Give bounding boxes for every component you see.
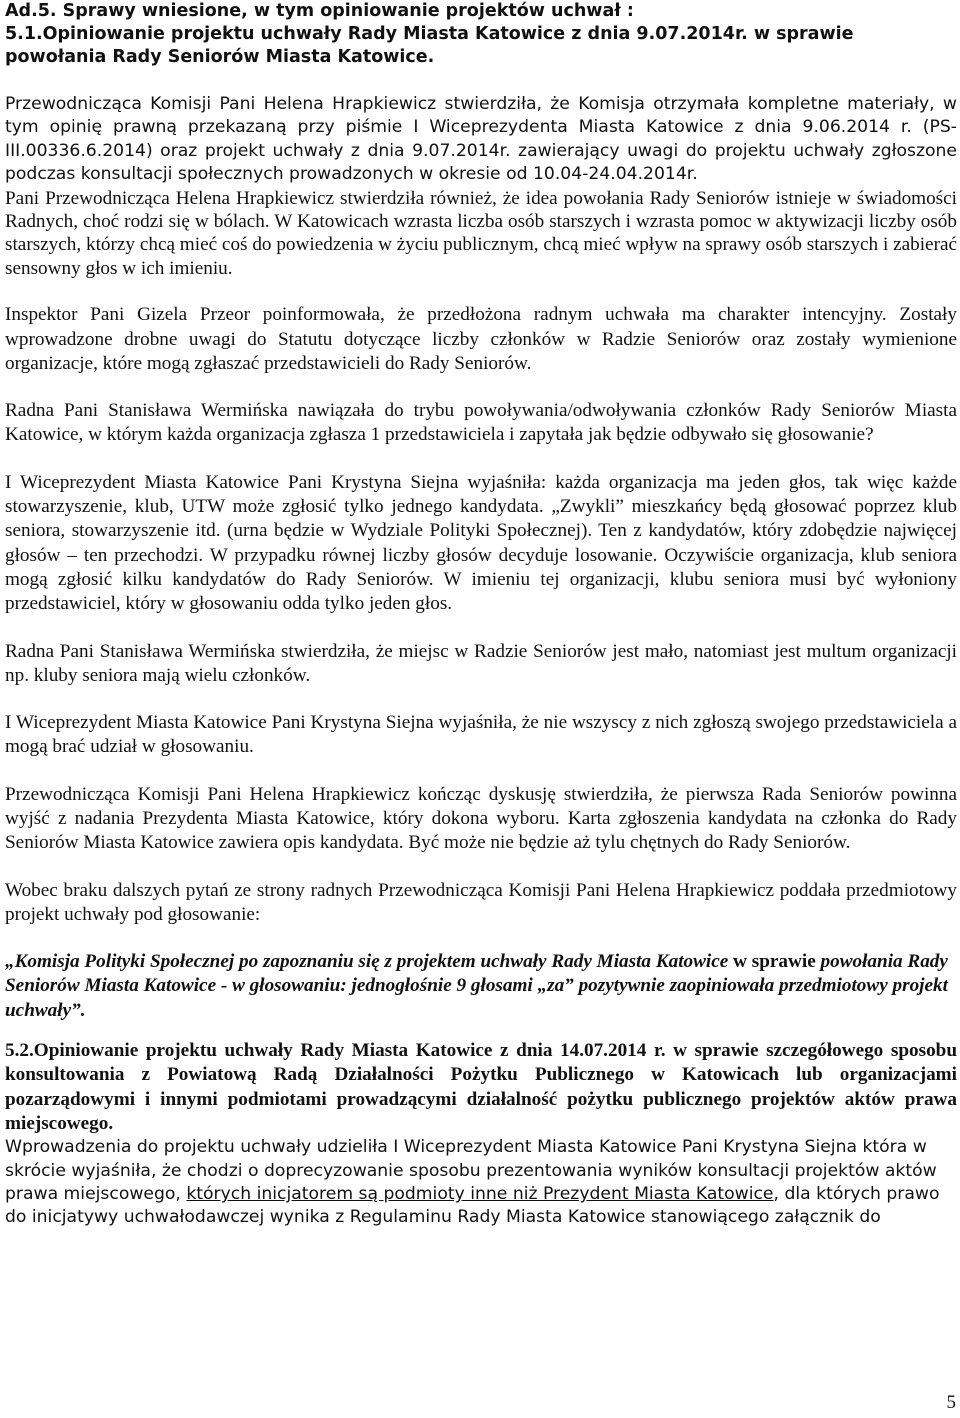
document-page	[5, 0, 957, 1230]
paragraph-elderly-growth: W Katowicach wzrasta liczba osób starszych i wzrasta pomoc w aktywizacji liczby osób starszych, którzy chcą mieć coś do powiedzenia w życiu publicznym, chcą mieć wpływ na sprawy osób starszych i zabierać sensowny głos w ich imieniu.	[5, 211, 957, 279]
section-5-2-body-end: , dla których prawo do inicjatywy uchwałodawczej wynika z Regulaminu Rady Miasta Katowice stanowiącego załącznik do	[5, 1184, 940, 1228]
paragraph-commission-materials: Przewodnicząca Komisji Pani Helena Hrapkiewicz stwierdziła, że Komisja otrzymała kompletne materiały, w tym opinię prawną przekazaną przy piśmie I Wiceprezydenta Miasta Katowice z dnia 9.06.2014 r. (PS-III.00336.6.2014) oraz projekt uchwały z dnia 9.07.2014r. zawierający uwagi do projektu uchwały zgłoszone podczas konsultacji społecznych prowadzonych w okresie od 10.04-24.04.2014r.	[5, 94, 957, 185]
section-5-2-body	[5, 1136, 957, 1230]
paragraph-vice-president-explanation: I Wiceprezydent Miasta Katowice Pani Krystyna Siejna wyjaśniła: każda organizacja ma jeden głos, tak więc każde stowarzyszenie, klub, UTW może zgłosić tylko jednego kandydata. „Zwykli” mieszkańcy będą głosować poprzez klub seniora, stowarzyszenie itd. (urna będzie w Wydziale Polityki Społecznej). Ten z kandydatów, który zdobędzie najwięcej głosów – ten przechodzi. W przypadku równej liczby głosów decyduje losowanie. Oczywiście organizacja, klub seniora mogą zgłosić kilku kandydatów do Rady Seniorów. W imieniu tej organizacji, klubu seniora musi być wyłoniony przedstawiciel, który w głosowaniu odda tylko jeden głos.	[5, 471, 957, 615]
resolution-part-2: w sprawie	[728, 951, 821, 973]
paragraph-councillor-question: Radna Pani Stanisława Wermińska nawiązała do trybu powoływania/odwoływania członków Rady Seniorów Miasta Katowice, w którym każda organizacja zgłasza 1 przedstawiciela i zapytała jak będzie odbywało się głosowanie?	[5, 400, 957, 446]
resolution-part-1: „Komisja Polityki Społecznej po zapoznaniu się z projektem uchwały Rady Miasta Katowice	[5, 951, 729, 973]
paragraph-vice-president-reply: I Wiceprezydent Miasta Katowice Pani Krystyna Siejna wyjaśniła, że nie wszyscy z nich zgłoszą swojego przedstawiciela a mogą brać udział w głosowaniu.	[5, 712, 957, 758]
resolution-part-3: powołania Rady Seniorów Miasta Katowice - w głosowaniu: jednogłośnie 9 głosami „za” pozytywnie zaopiniowała przedmiotowy projekt uchwały”.	[5, 951, 948, 1021]
section-5-2-title: 5.2.Opiniowanie projektu uchwały Rady Miasta Katowice z dnia 14.07.2014 r. w sprawie szczegółowego sposobu konsultowania z Powiatową Radą Działalności Pożytku Publicznego w Katowicach lub organizacjami pozarządowymi i innymi podmiotami prowadzącymi działalność pożytku publicznego projektów aktów prawa miejscowego.	[5, 1040, 957, 1134]
resolution-statement	[5, 950, 957, 1023]
paragraph-senior-council-idea	[5, 187, 957, 281]
agenda-heading: Ad.5. Sprawy wniesione, w tym opiniowanie projektów uchwał :	[5, 1, 634, 21]
paragraph-vote-intro: Wobec braku dalszych pytań ze strony radnych Przewodnicząca Komisji Pani Helena Hrapkiewicz poddała przedmiotowy projekt uchwały pod głosowanie:	[5, 879, 957, 925]
paragraph-chair-conclusion: Przewodnicząca Komisji Pani Helena Hrapkiewicz kończąc dyskusję stwierdziła, że pierwsza Rada Seniorów powinna wyjść z nadania Prezydenta Miasta Katowice, który dokona wyboru. Karta zgłoszenia kandydata na członka do Rady Seniorów Miasta Katowice zawiera opis kandydata. Być może nie będzie aż tylu chętnych do Rady Seniorów.	[5, 783, 957, 854]
section-5-2-underlined: których inicjatorem są podmioty inne niż Prezydent Miasta Katowice	[186, 1184, 774, 1205]
section-5-1-title: 5.1.Opiniowanie projektu uchwały Rady Miasta Katowice z dnia 9.07.2014r. w sprawie powołania Rady Seniorów Miasta Katowice.	[5, 24, 854, 67]
paragraph-inspector-info: Inspektor Pani Gizela Przeor poinformowała, że przedłożona radnym uchwała ma charakter intencyjny. Zostały wprowadzone drobne uwagi do Statutu dotyczące liczby członków w Radzie Seniorów oraz zostały wymienione organizacje, które mogą zgłaszać przedstawicieli do Rady Seniorów.	[5, 304, 957, 374]
paragraph-idea-text: Pani Przewodnicząca Helena Hrapkiewicz stwierdziła również, że idea powołania Rady Seniorów istnieje w świadomości Radnych, choć rodzi się w bólach.	[5, 187, 957, 233]
section-5-2-body-start: Wprowadzenia do projektu uchwały udzieliła I Wiceprezydent Miasta Katowice Pani Krystyna Siejna która w skrócie wyjaśniła, że chodzi o doprecyzowanie sposobu prezentowania wyników konsultacji projektów aktów prawa miejscowego,	[5, 1137, 937, 1205]
page-number: 5	[946, 1392, 956, 1413]
paragraph-councillor-remark: Radna Pani Stanisława Wermińska stwierdziła, że miejsc w Radzie Seniorów jest mało, natomiast jest multum organizacji np. kluby seniora mają wielu członków.	[5, 640, 957, 686]
